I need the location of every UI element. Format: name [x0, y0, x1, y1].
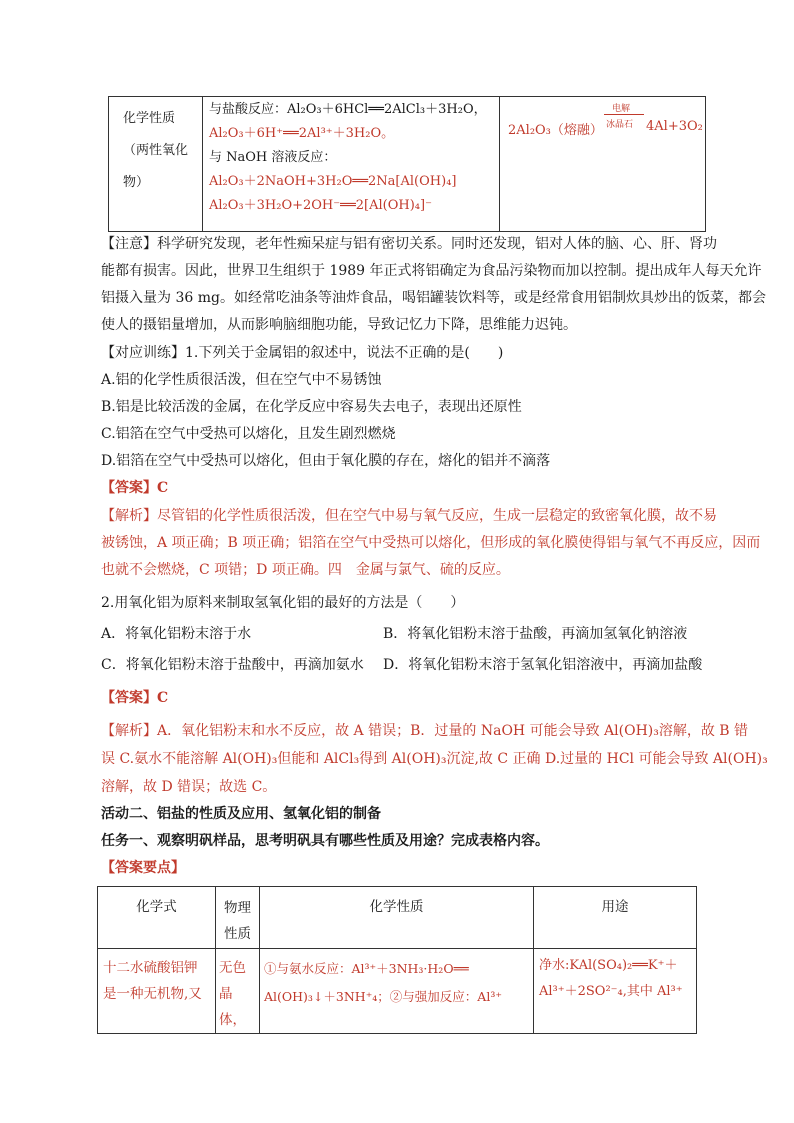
header-physical: 物理 性质 — [216, 887, 260, 949]
reaction-line: Al₂O₃＋3H₂O+2OH⁻══2[Al(OH)₄]⁻ — [209, 198, 432, 213]
option-d: D.铝箔在空气中受热可以熔化，但由于氧化膜的存在，熔化的铝并不滴落 — [101, 453, 551, 469]
electrolysis-reactant: 2Al₂O₃（熔融） — [508, 123, 603, 138]
reaction-line: 与 NaOH 溶液反应： — [209, 150, 337, 165]
task-title: 任务一、观察明矾样品，思考明矾具有哪些性质及用途？完成表格内容。 — [101, 833, 549, 849]
header-formula: 化学式 — [98, 887, 216, 949]
reaction-line: Al₂O₃＋2NaOH+3H₂O══2Na[Al(OH)₄] — [209, 174, 457, 189]
analysis-line: 也就不会燃烧，C 项错；D 项正确。四 金属与氯气、硫的反应。 — [101, 562, 510, 578]
answer-points-label: 【答案要点】 — [101, 860, 185, 876]
label-line: 物） — [123, 175, 150, 190]
cell-physical: 无色 晶体， — [216, 949, 260, 1034]
label-line: （两性氧化 — [123, 143, 189, 158]
answer-label: 【答案】C — [101, 480, 169, 496]
analysis-line: 溶解，故 D 错误；故选 C。 — [101, 779, 277, 795]
label-line: 化学性质 — [123, 111, 176, 126]
option-a: A.铝的化学性质很活泼，但在空气中不易锈蚀 — [101, 372, 382, 388]
note-line: 【注意】科学研究发现，老年性痴呆症与铝有密切关系。同时还发现，铝对人体的脑、心、肝、肾功 — [101, 236, 717, 252]
condition-above: 电解 — [612, 104, 631, 114]
reaction-line: 与盐酸反应：Al₂O₃＋6HCl══2AlCl₃＋3H₂O， — [209, 102, 487, 117]
reaction-cell — [203, 97, 500, 232]
label-cell — [109, 97, 203, 232]
header-chemical: 化学性质 — [260, 887, 534, 949]
option-d: D．将氧化铝粉末溶于氢氧化铝溶液中，再滴加盐酸 — [383, 657, 703, 673]
answer-label: 【答案】C — [101, 690, 169, 706]
analysis-line: 被锈蚀，A 项正确；B 项正确；铝箔在空气中受热可以熔化，但形成的氧化膜使得铝与氧气不再反应，因而 — [101, 535, 761, 551]
option-c: C．将氧化铝粉末溶于盐酸中，再滴加氨水 — [101, 657, 364, 673]
electrolysis-cell — [500, 97, 706, 232]
analysis-line: 误 C.氨水不能溶解 Al(OH)₃但能和 AlCl₃得到 Al(OH)₃沉淀,故 C 正确 D.过量的 HCl 可能会导致 Al(OH)₃ — [101, 751, 768, 767]
electrolysis-product: 4Al+3O₂ — [646, 119, 703, 134]
cell-use: 净水:KAl(SO₄)₂══K⁺＋ Al³⁺＋2SO²⁻₄,其中 Al³⁺ — [534, 949, 697, 1034]
note-line: 能都有损害。因此，世界卫生组织于 1989 年正式将铝确定为食品污染物而加以控制。提出成年人每天允许 — [101, 263, 762, 279]
property-table-alumina — [108, 96, 706, 232]
question-stem: 【对应训练】1.下列关于金属铝的叙述中，说法不正确的是( ) — [101, 345, 504, 361]
alum-table — [97, 886, 697, 1034]
option-b: B.铝是比较活泼的金属，在化学反应中容易失去电子，表现出还原性 — [101, 399, 522, 415]
cell-chemical: ①与氨水反应：Al³⁺＋3NH₃·H₂O══ Al(OH)₃↓＋3NH⁺₄；②与强加反应：Al³⁺ — [260, 949, 534, 1034]
condition-below: 冰晶石 — [606, 120, 634, 130]
reaction-line: Al₂O₃＋6H⁺══2Al³⁺＋3H₂O。 — [209, 126, 395, 141]
analysis-line: 【解析】尽管铝的化学性质很活泼，但在空气中易与氧气反应，生成一层稳定的致密氧化膜，故不易 — [101, 508, 717, 524]
activity-title: 活动二、铝盐的性质及应用、氢氧化铝的制备 — [101, 806, 381, 822]
question-stem: 2.用氧化铝为原料来制取氢氧化铝的最好的方法是（ ） — [101, 595, 465, 611]
option-b: B．将氧化铝粉末溶于盐酸，再滴加氢氧化钠溶液 — [383, 626, 688, 642]
option-a: A．将氧化铝粉末溶于水 — [101, 626, 252, 642]
analysis-line: 【解析】A．氧化铝粉末和水不反应，故 A 错误；B．过量的 NaOH 可能会导致 Al(OH)₃溶解，故 B 错 — [101, 723, 749, 739]
cell-formula: 十二水硫酸铝钾 是一种无机物,又 — [98, 949, 216, 1034]
note-line: 铝摄入量为 36 mg。如经常吃油条等油炸食品，喝铝罐装饮料等，或是经常食用铝制炊具炒出的饭菜，都会 — [101, 290, 766, 306]
note-line: 使人的摄铝量增加，从而影响脑细胞功能，导致记忆力下降，思维能力迟钝。 — [101, 317, 577, 333]
condition-arrow — [604, 114, 644, 115]
header-use: 用途 — [534, 887, 697, 949]
option-c: C.铝箔在空气中受热可以熔化，且发生剧烈燃烧 — [101, 426, 396, 442]
